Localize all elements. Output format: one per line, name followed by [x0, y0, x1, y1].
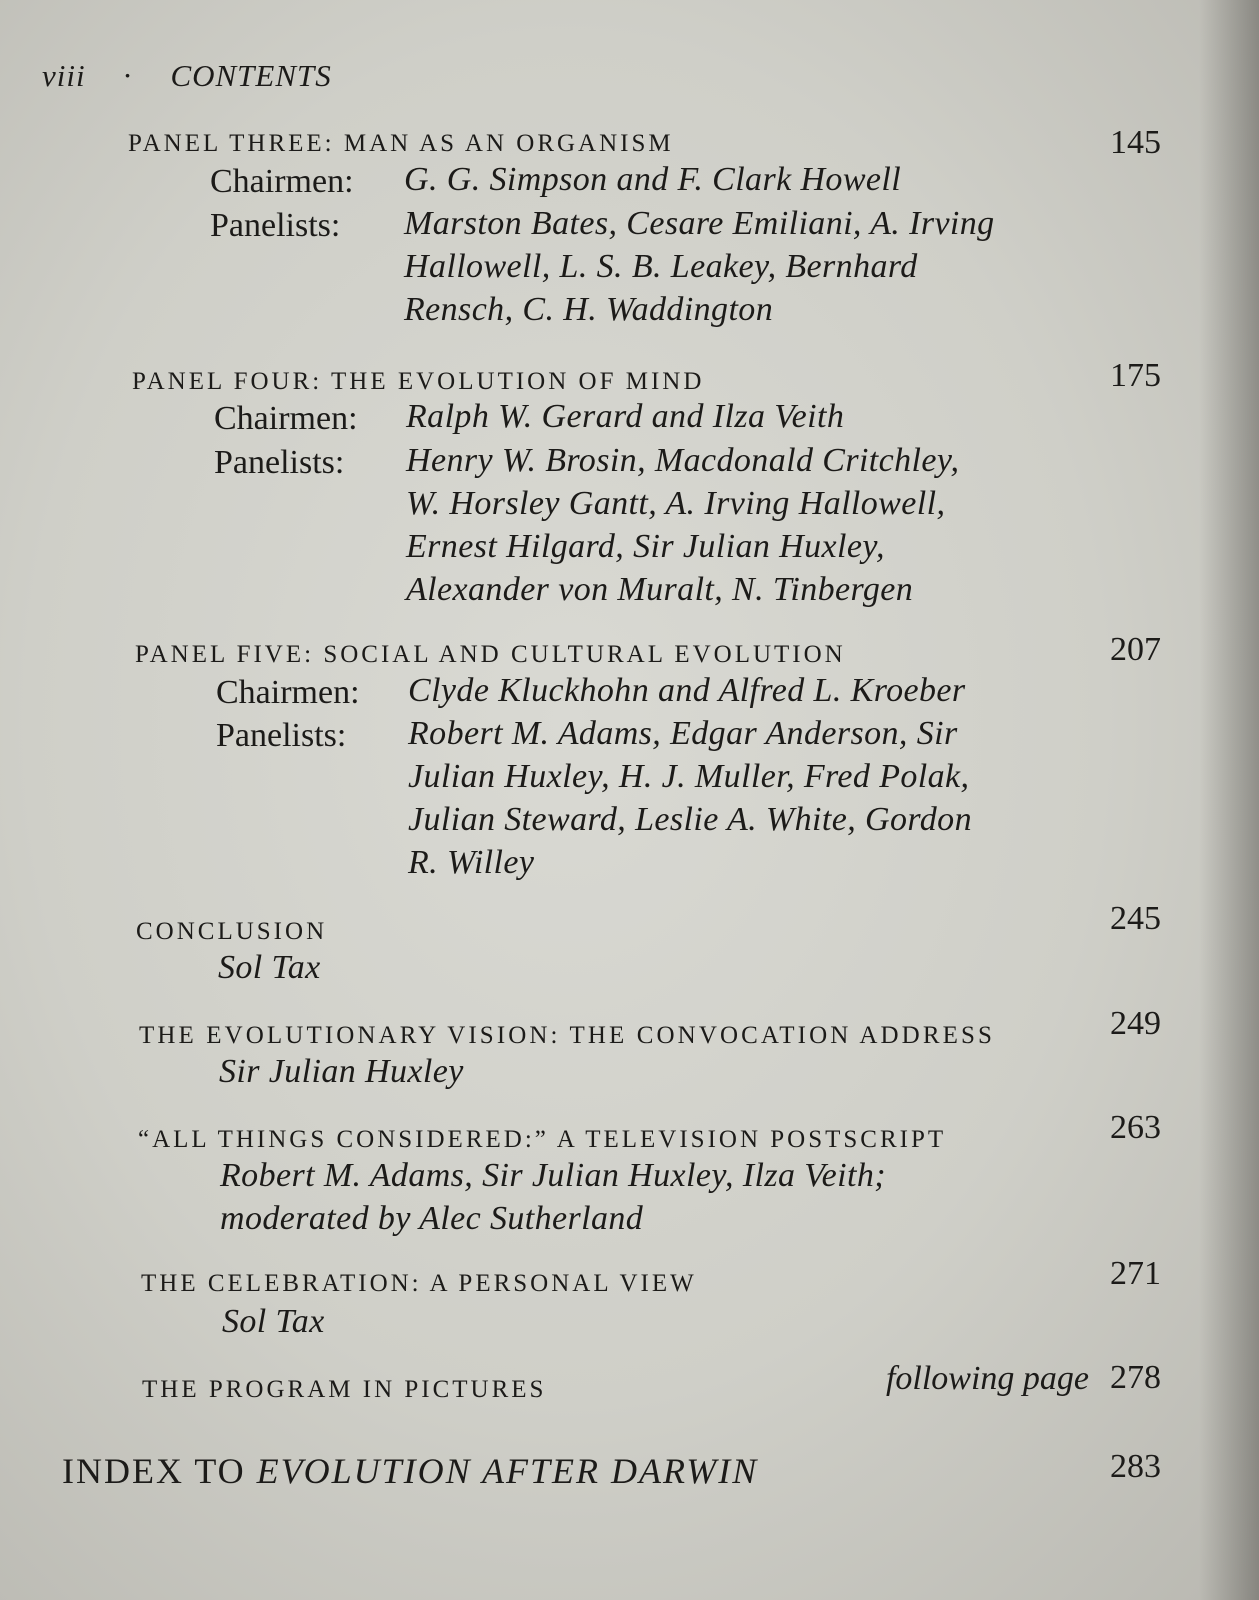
entry-page-number: 207 [1110, 631, 1161, 668]
entry-page-number: 271 [1110, 1255, 1161, 1292]
entry-title: PANEL THREE: MAN AS AN ORGANISM [128, 130, 674, 157]
entry-page-number: 278 [1110, 1359, 1161, 1396]
entry-author: Sol Tax [222, 1303, 325, 1340]
panelists-names: Marston Bates, Cesare Emiliani, A. Irving Hallowell, L. S. B. Leakey, Bernhard Rensch, C. H. Waddington [404, 205, 995, 328]
following-page-label: following page [885, 1360, 1089, 1397]
chairmen-label: Chairmen: [210, 163, 354, 200]
panelists-label: Panelists: [210, 207, 341, 244]
running-head-title: CONTENTS [170, 58, 332, 93]
separator-dot: · [122, 58, 134, 93]
panelists-names: Robert M. Adams, Edgar Anderson, Sir Julian Huxley, H. J. Muller, Fred Polak, Julian Steward, Leslie A. White, Gordon R. Willey [408, 715, 972, 881]
entry-page-number: 175 [1110, 357, 1161, 394]
entry-page-number: 245 [1110, 900, 1161, 937]
entry-title: THE PROGRAM IN PICTURES [142, 1376, 547, 1403]
chairmen-label: Chairmen: [214, 400, 358, 437]
entry-page-number: 283 [1110, 1448, 1161, 1485]
entry-title: THE EVOLUTIONARY VISION: THE CONVOCATION ADDRESS [139, 1022, 995, 1049]
entry-page-number: 263 [1110, 1109, 1161, 1146]
entry-title: PANEL FIVE: SOCIAL AND CULTURAL EVOLUTION [135, 641, 846, 668]
entry-title: “ALL THINGS CONSIDERED:” A TELEVISION POSTSCRIPT [138, 1126, 947, 1153]
page-edge-shadow [1199, 0, 1259, 1600]
running-head [42, 58, 332, 94]
index-title [62, 1450, 758, 1492]
entry-title: PANEL FOUR: THE EVOLUTION OF MIND [132, 368, 705, 395]
entry-title: CONCLUSION [136, 918, 328, 945]
entry-author: Sol Tax [218, 949, 321, 986]
entry-author: Sir Julian Huxley [219, 1053, 464, 1090]
page-number-roman: viii [42, 58, 86, 93]
panelists-names: Henry W. Brosin, Macdonald Critchley, W. Horsley Gantt, A. Irving Hallowell, Ernest Hilgard, Sir Julian Huxley, Alexander von Muralt, N. Tinbergen [406, 442, 960, 608]
panelists-label: Panelists: [216, 717, 347, 754]
index-prefix: INDEX TO [62, 1451, 257, 1491]
chairmen-names: G. G. Simpson and F. Clark Howell [404, 161, 902, 198]
index-book-title: EVOLUTION AFTER DARWIN [256, 1451, 759, 1491]
panelists-label: Panelists: [214, 444, 345, 481]
entry-page-number: 249 [1110, 1005, 1161, 1042]
entry-title: THE CELEBRATION: A PERSONAL VIEW [141, 1270, 697, 1297]
entry-page-number: 145 [1110, 124, 1161, 161]
chairmen-names: Ralph W. Gerard and Ilza Veith [406, 398, 845, 435]
chairmen-names: Clyde Kluckhohn and Alfred L. Kroeber [408, 672, 966, 709]
chairmen-label: Chairmen: [216, 674, 360, 711]
entry-author: Robert M. Adams, Sir Julian Huxley, Ilza Veith; moderated by Alec Sutherland [220, 1157, 886, 1237]
